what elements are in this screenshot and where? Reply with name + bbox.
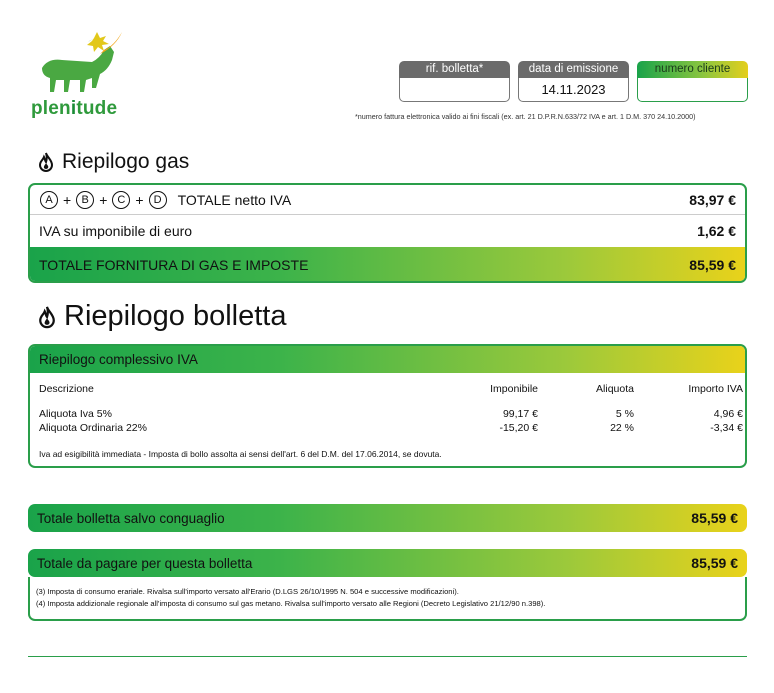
circle-d: D — [149, 191, 167, 209]
flame-icon — [38, 305, 56, 329]
col-header-imponibile: Imponibile — [490, 383, 538, 395]
table-row-importo: 4,96 € — [713, 408, 743, 420]
col-header-descrizione: Descrizione — [39, 383, 94, 395]
brand-wordmark: plenitude — [31, 98, 118, 119]
gas-totale-label: TOTALE FORNITURA DI GAS E IMPOSTE — [39, 257, 309, 273]
gas-iva-row — [30, 216, 745, 246]
iva-summary-box — [28, 344, 747, 468]
gas-netto-amount: 83,97 € — [689, 191, 736, 208]
note-3: (3) Imposta di consumo erariale. Rivalsa sull'importo versato all'Erario (D.LGS 26/10/1995 N. 504 e successive modificazioni). — [36, 587, 459, 596]
circle-c: C — [112, 191, 130, 209]
bolletta-section-title — [38, 300, 286, 333]
gas-formula: A + B + C + D TOTALE netto IVA — [39, 191, 291, 209]
gas-iva-label: IVA su imponibile di euro — [39, 223, 193, 239]
gas-summary-box — [28, 183, 747, 283]
flame-icon — [38, 152, 54, 172]
notes-box — [28, 577, 747, 621]
totale-pagare-bar — [28, 549, 747, 577]
bottom-divider — [28, 656, 747, 657]
circle-b: B — [76, 191, 94, 209]
gas-netto-label: TOTALE netto IVA — [177, 191, 292, 208]
data-emissione-box — [518, 61, 629, 103]
gas-iva-amount: 1,62 € — [697, 223, 736, 239]
note-4: (4) Imposta addizionale regionale all'imposta di consumo sul gas metano. Rivalsa sull'importo versato alle Regioni (Decreto Legislativo 21/12/90 n.398). — [36, 599, 546, 608]
iva-note: Iva ad esigibilità immediata - Imposta di bollo assolta ai sensi dell'art. 6 del D.M. del 17.06.2014, se dovuta. — [39, 449, 442, 459]
rif-bolletta-value — [399, 78, 510, 102]
table-row-descrizione: Aliquota Iva 5% — [39, 408, 112, 420]
totale-pagare-amount: 85,59 € — [691, 555, 738, 571]
bolletta-title-text: Riepilogo bolletta — [64, 300, 287, 332]
totale-salvo-amount: 85,59 € — [691, 510, 738, 526]
col-header-aliquota: Aliquota — [596, 383, 634, 395]
header-footnote: *numero fattura elettronica valido ai fini fiscali (ex. art. 21 D.P.R.N.633/72 IVA e art. 1 D.M. 370 24.10.2000) — [355, 112, 696, 121]
numero-cliente-label: numero cliente — [637, 61, 748, 78]
totale-salvo-label: Totale bolletta salvo conguaglio — [37, 510, 225, 526]
numero-cliente-value — [637, 78, 748, 102]
iva-heading: Riepilogo complessivo IVA — [30, 346, 745, 373]
rif-bolletta-box — [399, 61, 510, 103]
table-row-aliquota: 22 % — [610, 422, 634, 434]
gas-section-title — [38, 150, 189, 174]
table-row-importo: -3,34 € — [710, 422, 743, 434]
gas-totale-amount: 85,59 € — [689, 257, 736, 273]
table-row-imponibile: 99,17 € — [502, 408, 538, 420]
totale-salvo-bar — [28, 504, 747, 532]
data-emissione-label: data di emissione — [518, 61, 629, 78]
data-emissione-value: 14.11.2023 — [518, 78, 629, 102]
table-row-descrizione: Aliquota Ordinaria 22% — [39, 422, 147, 434]
circle-a: A — [40, 191, 58, 209]
gas-netto-row — [30, 185, 745, 215]
gas-title-text: Riepilogo gas — [62, 150, 190, 173]
table-row-imponibile: -15,20 € — [499, 422, 538, 434]
gas-totale-row — [30, 247, 745, 283]
numero-cliente-box — [637, 61, 748, 103]
rif-bolletta-label: rif. bolletta* — [399, 61, 510, 78]
col-header-importo: Importo IVA — [688, 383, 743, 395]
table-row-aliquota: 5 % — [615, 408, 634, 420]
totale-pagare-label: Totale da pagare per questa bolletta — [37, 555, 253, 571]
